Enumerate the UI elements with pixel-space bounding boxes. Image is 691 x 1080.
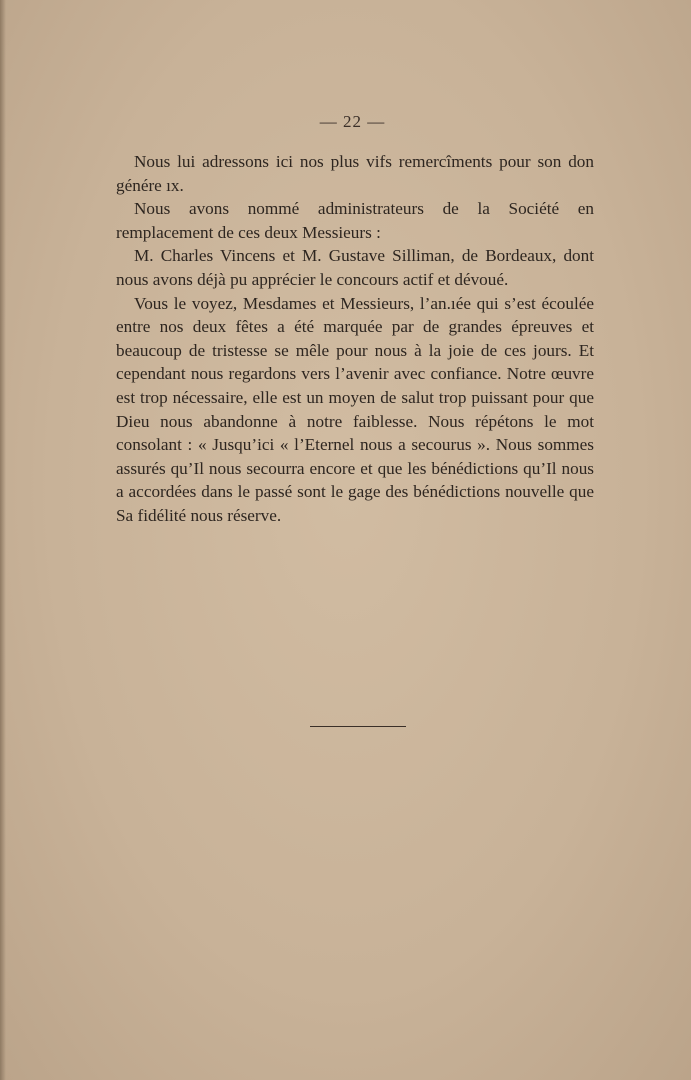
section-divider [310, 726, 406, 727]
page-number: — 22 — [319, 112, 386, 131]
paragraph-names: M. Charles Vincens et M. Gustave Silliman, de Bordeaux, dont nous avons déjà pu apprécier le concours actif et dévoué. [116, 246, 594, 289]
paragraph-closing: Vous le voyez, Mesdames et Messieurs, l’an.ıée qui s’est écoulée entre nos deux fêtes a été marquée par de grandes épreuves et beaucoup de tristesse se mêle pour nous à la joie de ces jours. Et cependant nous regardons vers l’avenir avec confiance. Notre œuvre est trop nécessaire, elle est un moyen de salut trop puissant pour que Dieu nous abandonne à notre faiblesse. Nous répétons le mot consolant : « Jusqu’ici « l’Eternel nous a secourus ». Nous sommes assurés qu’Il nous secourra encore et que les bénédictions qu’Il nous a accordées dans le passé sont le gage des bénédictions nouvelle que Sa fidélité nous réserve. [116, 293, 594, 525]
paragraph-thanks: Nous lui adressons ici nos plus vifs remercîments pour son don génére ıx. [116, 152, 594, 195]
paragraph-administrators: Nous avons nommé administrateurs de la Société en remplacement de ces deux Messieurs : [116, 199, 594, 242]
page-edge-shadow [0, 0, 6, 1080]
body-text [116, 150, 594, 528]
